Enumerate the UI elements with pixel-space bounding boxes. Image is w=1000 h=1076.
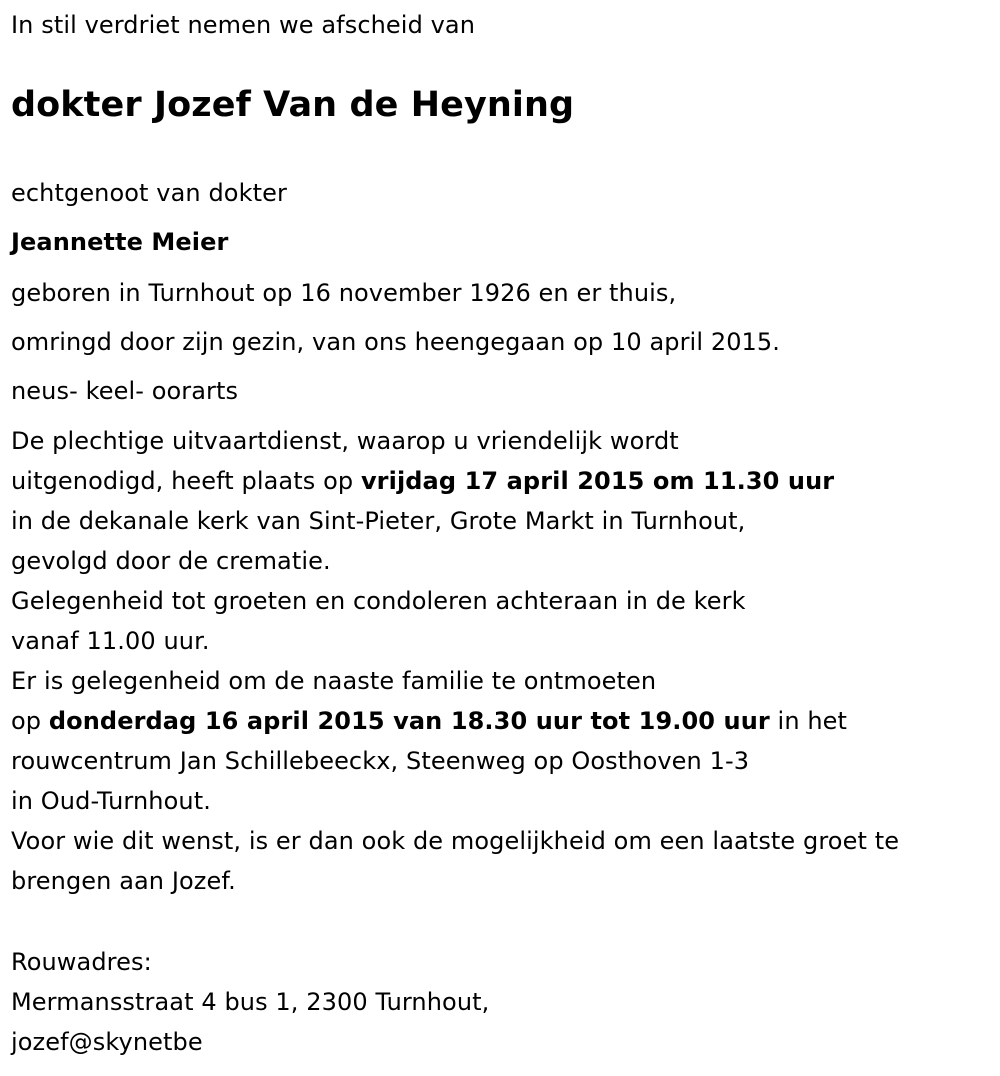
spouse-intro-text: echtgenoot van dokter [11, 179, 287, 207]
service-line [11, 701, 899, 741]
profession-text: neus- keel- oorarts [11, 377, 239, 405]
address-street: Mermansstraat 4 bus 1, 2300 Turnhout, [11, 988, 490, 1016]
service-line: gevolgd door de crematie. [11, 547, 331, 575]
service-line: in de dekanale kerk van Sint-Pieter, Grote Markt in Turnhout, [11, 507, 746, 535]
service-text: op [11, 707, 49, 735]
service-line: De plechtige uitvaartdienst, waarop u vriendelijk wordt [11, 427, 679, 455]
service-line: Gelegenheid tot groeten en condoleren achteraan in de kerk [11, 587, 746, 615]
service-line: in Oud-Turnhout. [11, 787, 211, 815]
address-label: Rouwadres: [11, 948, 152, 976]
address-email: jozef@skynetbe [11, 1028, 203, 1056]
service-line: brengen aan Jozef. [11, 867, 236, 895]
deceased-name-heading: dokter Jozef Van de Heyning [11, 85, 575, 125]
intro-text: In stil verdriet nemen we afscheid van [11, 11, 476, 39]
service-line: rouwcentrum Jan Schillebeeckx, Steenweg op Oosthoven 1-3 [11, 747, 750, 775]
service-line: vanaf 11.00 uur. [11, 627, 210, 655]
service-line [11, 461, 899, 501]
service-text: in het [769, 707, 848, 735]
mourning-address [11, 942, 489, 1062]
spouse-name: Jeannette Meier [11, 228, 229, 256]
service-text: uitgenodigd, heeft plaats op [11, 467, 361, 495]
service-line: Er is gelegenheid om de naaste familie te ontmoeten [11, 667, 657, 695]
funeral-service-details [11, 421, 899, 901]
service-line: Voor wie dit wenst, is er dan ook de mogelijkheid om een laatste groet te [11, 827, 900, 855]
visitation-date-time: donderdag 16 april 2015 van 18.30 uur tot 19.00 uur [48, 707, 770, 735]
birth-line: geboren in Turnhout op 16 november 1926 en er thuis, [11, 279, 677, 307]
death-line: omringd door zijn gezin, van ons heengegaan op 10 april 2015. [11, 328, 781, 356]
funeral-date-time: vrijdag 17 april 2015 om 11.30 uur [360, 467, 835, 495]
